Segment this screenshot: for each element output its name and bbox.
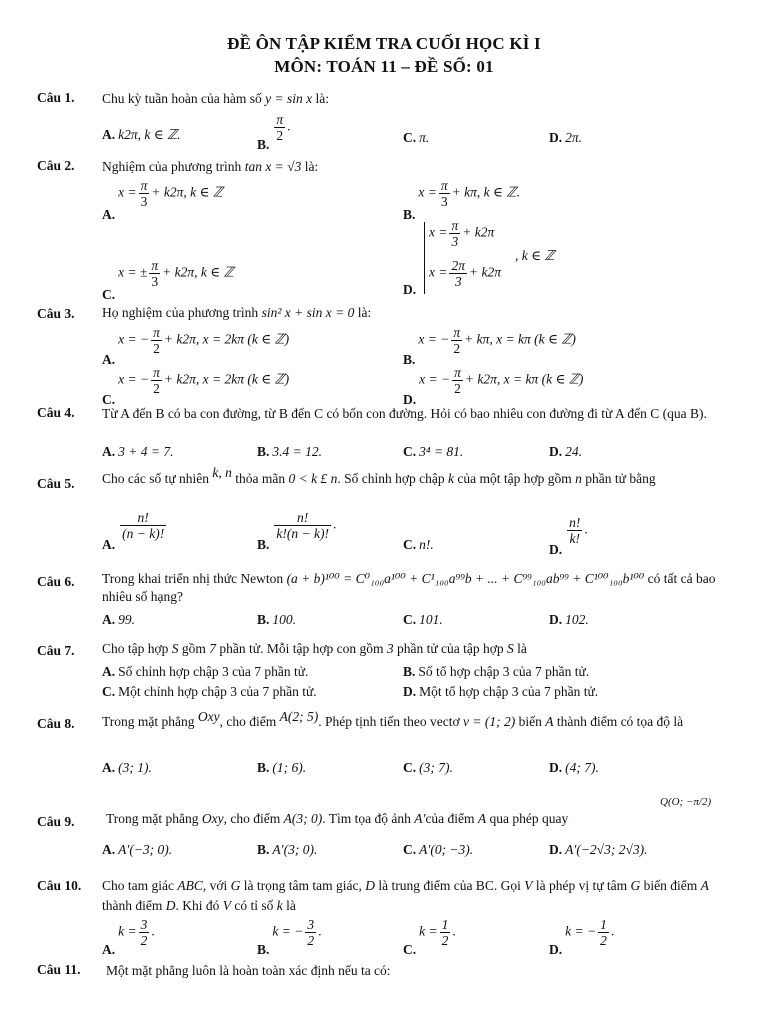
rotation-q: Q(O; −π/2) [660,796,712,808]
option-c[interactable]: C. π. [403,130,430,145]
option-c[interactable]: C. 3⁴ = 81. [403,444,464,459]
option-d[interactable]: D. [403,282,417,297]
option-a[interactable]: A. A′(−3; 0). [102,842,173,857]
option-d[interactable]: D.x = − $\frac{\pi}{2}$ + k2π, x = kπ (k ∈ ℤ) [403,365,584,407]
option-b[interactable]: B.x = $\frac{\pi}{3}$ + kπ, k ∈ ℤ. [403,178,520,222]
question-label: Câu 9. [37,814,75,829]
option-a[interactable]: A. $\frac{n!}{(n - k)!}$ [102,510,165,552]
equation-system-bracket [424,222,425,294]
option-d[interactable]: D. Một tổ hợp chập 3 của 7 phần tử. [403,684,599,699]
question-label: Câu 3. [37,306,75,321]
question-tail: là: [315,91,329,106]
option-d[interactable]: D. 2π. [549,130,583,145]
option-a[interactable]: A. Số chỉnh hợp chập 3 của 7 phần tử. [102,664,309,679]
question-label: Câu 11. [37,962,81,977]
option-c[interactable]: C.x = − $\frac{\pi}{2}$ + k2π, x = 2kπ (k ∈ ℤ) [102,365,290,407]
option-d-line2: x = $\frac{2\pi}{3}$ + k2π [429,258,501,289]
option-b[interactable]: B. A′(3; 0). [257,842,318,857]
question-label: Câu 1. [37,90,75,105]
option-a[interactable]: A. 99. [102,612,135,627]
option-b[interactable]: B. (1; 6). [257,760,307,775]
option-a[interactable]: A.x = − $\frac{\pi}{2}$ + k2π, x = 2kπ (k ∈ ℤ) [102,325,290,367]
question-text: Một mặt phẳng luôn là hoàn toàn xác định nếu ta có: [106,963,391,978]
option-a[interactable]: A. 3 + 4 = 7. [102,444,174,459]
option-a[interactable]: A. (3; 1). [102,760,152,775]
question-tail: là: [304,159,319,174]
option-a[interactable]: A.x = $\frac{\pi}{3}$ + k2π, k ∈ ℤ [102,178,223,222]
option-d[interactable]: D. (4; 7). [549,760,599,775]
question-text: Từ A đến B có ba con đường, từ B đến C có bốn con đường. Hỏi có bao nhiêu con đường đi từ A đến C (qua B). [102,406,707,421]
option-d[interactable]: D. $\frac{n!}{k!}$ . [549,515,588,557]
option-b[interactable]: B. $\frac{\pi}{2}$ . [257,112,291,152]
option-a-value: k2π, k ∈ ℤ. [118,127,181,142]
option-b[interactable]: B. 100. [257,612,297,627]
question-label: Câu 5. [37,476,75,491]
question-label: Câu 4. [37,405,75,420]
exam-title-line2: MÔN: TOÁN 11 – ĐỀ SỐ: 01 [274,57,494,76]
option-b[interactable]: B. $\frac{n!}{k!(n - k)!}$ . [257,510,337,552]
math-expr: tan x = √3 [244,159,302,174]
option-d-line1: x = $\frac{\pi}{3}$ + k2π [429,218,495,249]
question-label: Câu 7. [37,643,75,658]
option-c[interactable]: C.x = ± $\frac{\pi}{3}$ + k2π, k ∈ ℤ [102,258,234,302]
question-label: Câu 8. [37,716,75,731]
question-text: Chu kỳ tuần hoàn của hàm số [102,91,262,106]
question-label: Câu 10. [37,878,82,893]
option-b[interactable]: B. 3.4 = 12. [257,444,323,459]
option-c[interactable]: C. n!. [403,537,434,552]
math-expr: y = sin x [265,91,313,106]
option-c[interactable]: C. (3; 7). [403,760,453,775]
option-d-k: , k ∈ ℤ [515,248,555,263]
question-text: Nghiệm của phương trình [102,159,242,174]
option-b[interactable]: B. Số tổ hợp chập 3 của 7 phần tử. [403,664,590,679]
option-d[interactable]: D. A′(−2√3; 2√3). [549,842,648,857]
option-a[interactable]: A.k = $\frac{3}{2}$ . [102,917,155,957]
question-label: Câu 6. [37,574,75,589]
option-d[interactable]: D.k = − $\frac{1}{2}$ . [549,917,615,957]
option-b[interactable]: B.x = − $\frac{\pi}{2}$ + kπ, x = kπ (k ∈ ℤ) [403,325,576,367]
option-b[interactable]: B.k = − $\frac{3}{2}$ . [257,917,322,957]
option-c[interactable]: C. 101. [403,612,443,627]
question-label: Câu 2. [37,158,75,173]
question-tail: là: [357,305,372,320]
newton-expansion: (a + b)¹⁰⁰ = C⁰₁₀₀a¹⁰⁰ + C¹₁₀₀a⁹⁹b + ... + C⁹⁹₁₀₀ab⁹⁹ + C¹⁰⁰₁₀₀b¹⁰⁰ [286,571,645,586]
vector-v: v = (1; 2) [462,714,516,729]
option-c-value: π. [419,130,430,145]
option-d-value: 2π. [565,130,583,145]
question-text: Họ nghiệm của phương trình [102,305,259,320]
exam-title-line1: ĐỀ ÔN TẬP KIỂM TRA CUỐI HỌC KÌ I [227,34,541,53]
option-d[interactable]: D. 102. [549,612,589,627]
option-d[interactable]: D. 24. [549,444,582,459]
option-c[interactable]: C. A′(0; −3). [403,842,474,857]
option-a[interactable]: A. k2π, k ∈ ℤ. [102,127,181,142]
math-expr: sin² x + sin x = 0 [261,305,355,320]
option-c[interactable]: C.k = $\frac{1}{2}$ . [403,917,456,957]
option-c[interactable]: C. Một chỉnh hợp chập 3 của 7 phần tử. [102,684,317,699]
